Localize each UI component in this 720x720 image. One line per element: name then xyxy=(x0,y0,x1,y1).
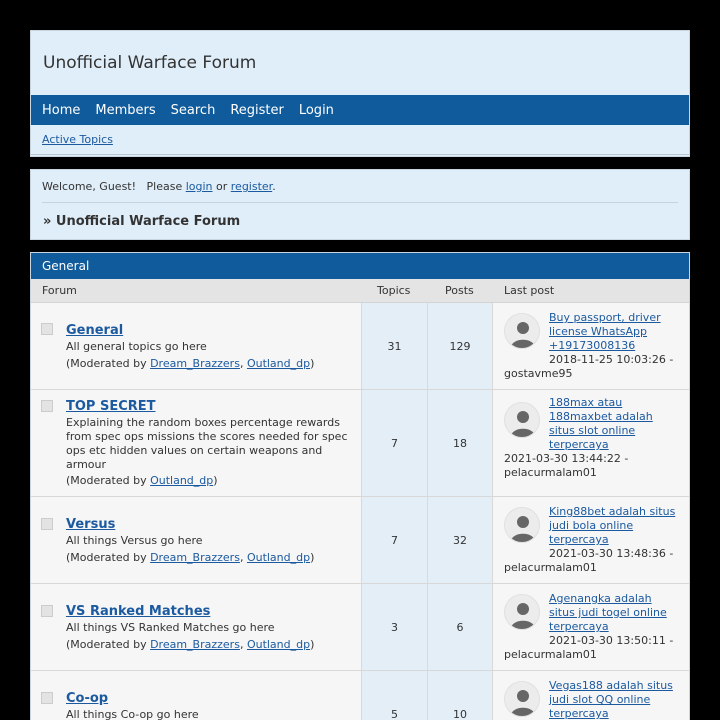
last-post-date: 2018-11-25 10:03:26 - xyxy=(549,353,674,366)
main-nav xyxy=(31,95,689,125)
mods-prefix: (Moderated by xyxy=(66,638,151,651)
forum-header xyxy=(30,30,690,157)
last-post-link[interactable]: 188max atau 188maxbet adalah situs slot online terpercaya xyxy=(549,396,653,451)
col-topics: Topics xyxy=(377,284,411,297)
last-post-cell xyxy=(493,390,689,496)
last-post-link[interactable]: Agenangka adalah situs judi togel online terpercaya xyxy=(549,592,667,633)
last-post-info xyxy=(504,311,679,381)
last-post-link[interactable]: Vegas188 adalah situs judi slot QQ online terpercaya xyxy=(549,679,673,720)
forum-link-versus[interactable]: Versus xyxy=(66,517,116,532)
forum-row xyxy=(31,303,689,390)
posts-count: 129 xyxy=(428,303,493,389)
last-post-info xyxy=(504,679,679,720)
moderator-link[interactable]: Dream_Brazzers xyxy=(150,551,240,564)
topics-count: 3 xyxy=(362,584,428,670)
last-post-author: gostavme95 xyxy=(504,367,573,380)
mods-sep: , xyxy=(239,551,247,564)
welcome-panel xyxy=(30,169,690,240)
last-post-author: pelacurmalam01 xyxy=(504,466,597,479)
last-post-date: 2021-03-30 13:50:11 - xyxy=(549,634,674,647)
mods-suffix: ) xyxy=(310,357,315,370)
moderator-link[interactable]: Dream_Brazzers xyxy=(150,638,240,651)
login-link[interactable]: login xyxy=(185,180,213,193)
moderator-link[interactable]: Outland_dp xyxy=(246,638,311,651)
nav-register-link[interactable]: Register xyxy=(230,102,284,118)
last-post-cell xyxy=(493,303,689,389)
forum-row xyxy=(31,497,689,584)
welcome-period: . xyxy=(272,180,276,193)
last-post-date: 2021-03-30 13:44:22 - xyxy=(504,452,629,465)
topics-count: 7 xyxy=(362,390,428,496)
forum-row xyxy=(31,671,689,720)
forum-cell xyxy=(31,390,362,496)
forum-row xyxy=(31,390,689,497)
forum-cell xyxy=(31,584,362,670)
topics-count: 31 xyxy=(362,303,428,389)
breadcrumb: » Unofficial Warface Forum xyxy=(43,214,241,229)
forum-moderators xyxy=(66,638,314,651)
last-post-info xyxy=(504,396,679,480)
forum-title: Unofficial Warface Forum xyxy=(43,53,257,73)
topics-count: 5 xyxy=(362,671,428,720)
forum-row xyxy=(31,584,689,671)
last-post-cell xyxy=(493,497,689,583)
mods-prefix: (Moderated by xyxy=(66,357,151,370)
nav-search-link[interactable]: Search xyxy=(170,102,216,118)
forum-status-icon xyxy=(41,323,53,335)
forum-status-icon xyxy=(41,692,53,704)
mods-suffix: ) xyxy=(310,638,315,651)
mods-prefix: (Moderated by xyxy=(66,551,151,564)
mods-sep: , xyxy=(239,357,247,370)
forum-description: All things VS Ranked Matches go here xyxy=(66,621,275,634)
forum-status-icon xyxy=(41,605,53,617)
mods-prefix: (Moderated by xyxy=(66,474,151,487)
forum-link-top-secret[interactable]: TOP SECRET xyxy=(66,399,156,414)
forum-description: Explaining the random boxes percentage rewards from spec ops missions the scores needed for spec ops etc hidden values on certain weapons and armour xyxy=(66,416,348,471)
col-last-post: Last post xyxy=(504,284,555,297)
forum-moderators xyxy=(66,474,218,487)
posts-count: 18 xyxy=(428,390,493,496)
last-post-cell xyxy=(493,584,689,670)
last-post-date: 2021-03-30 13:48:36 - xyxy=(549,547,674,560)
forum-cell xyxy=(31,497,362,583)
forum-moderators xyxy=(66,551,314,564)
forum-description: All things Co-op go here xyxy=(66,708,199,720)
sub-nav xyxy=(31,125,689,155)
col-posts: Posts xyxy=(445,284,474,297)
nav-members-link[interactable]: Members xyxy=(95,102,156,118)
last-post-cell xyxy=(493,671,689,720)
forum-moderators xyxy=(66,357,314,370)
nav-login-link[interactable]: Login xyxy=(298,102,334,118)
last-post-link[interactable]: Buy passport, driver license WhatsApp +19173008136 xyxy=(549,311,661,352)
forum-description: All general topics go here xyxy=(66,340,207,353)
last-post-author: pelacurmalam01 xyxy=(504,648,597,661)
welcome-message xyxy=(42,180,276,193)
posts-count: 32 xyxy=(428,497,493,583)
welcome-or: or xyxy=(212,180,231,193)
welcome-prefix: Welcome, Guest! Please xyxy=(42,180,186,193)
forum-description: All things Versus go here xyxy=(66,534,203,547)
forum-status-icon xyxy=(41,518,53,530)
moderator-link[interactable]: Dream_Brazzers xyxy=(150,357,240,370)
forum-cell xyxy=(31,671,362,720)
active-topics-link[interactable]: Active Topics xyxy=(42,133,113,146)
forum-cell xyxy=(31,303,362,389)
moderator-link[interactable]: Outland_dp xyxy=(246,551,311,564)
moderator-link[interactable]: Outland_dp xyxy=(150,474,214,487)
category-general xyxy=(30,252,690,720)
register-link[interactable]: register xyxy=(230,180,273,193)
col-forum: Forum xyxy=(42,284,77,297)
posts-count: 6 xyxy=(428,584,493,670)
mods-suffix: ) xyxy=(310,551,315,564)
column-headers xyxy=(31,279,689,303)
nav-home-link[interactable]: Home xyxy=(42,102,81,118)
forum-link-vs-ranked[interactable]: VS Ranked Matches xyxy=(66,604,211,619)
moderator-link[interactable]: Outland_dp xyxy=(246,357,311,370)
forum-status-icon xyxy=(41,400,53,412)
mods-sep: , xyxy=(239,638,247,651)
divider xyxy=(42,202,678,203)
forum-link-general[interactable]: General xyxy=(66,323,124,338)
posts-count: 10 xyxy=(428,671,493,720)
last-post-info xyxy=(504,505,679,575)
topics-count: 7 xyxy=(362,497,428,583)
forum-link-co-op[interactable]: Co-op xyxy=(66,691,109,706)
last-post-info xyxy=(504,592,679,662)
mods-suffix: ) xyxy=(213,474,218,487)
last-post-link[interactable]: King88bet adalah situs judi bola online terpercaya xyxy=(549,505,676,546)
category-title: General xyxy=(31,253,689,279)
last-post-author: pelacurmalam01 xyxy=(504,561,597,574)
